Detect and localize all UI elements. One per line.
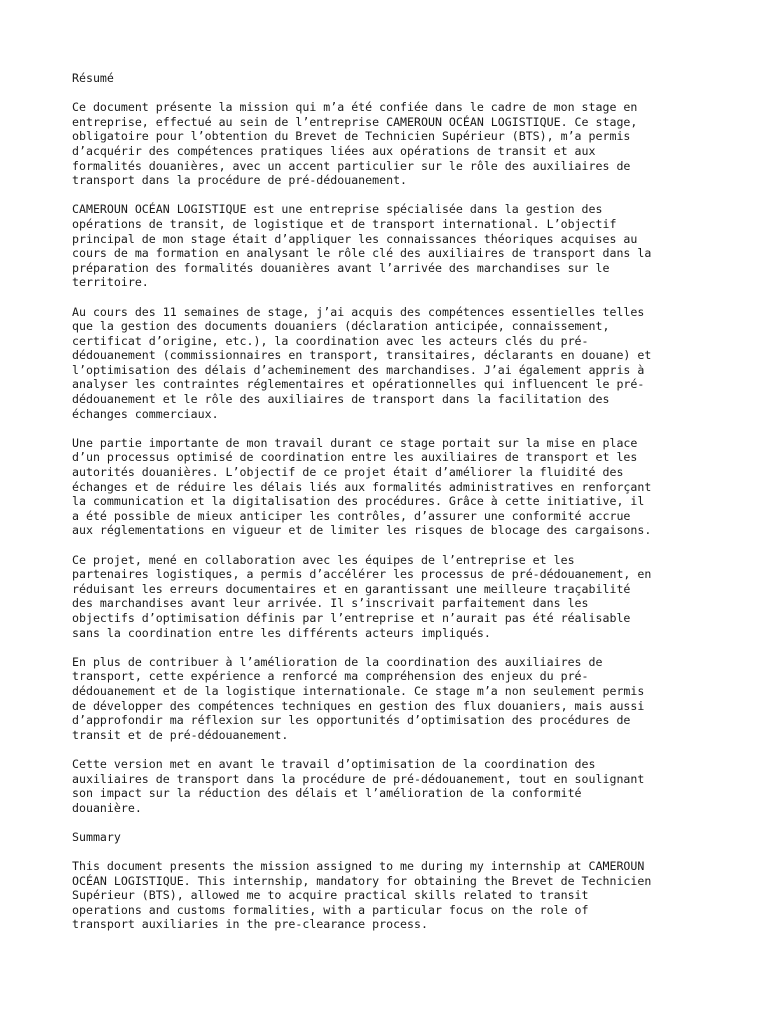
resume-paragraph-2: CAMEROUN OCÉAN LOGISTIQUE est une entreprise spécialisée dans la gestion des opérations de transit, de logistique et de transport international. L’objectif principal de mon stage était d’appliquer les connaissances théoriques acquises au cours de ma formation en analysant le rôle clé des auxiliaires de transport dans la préparation des formalités douanières avant l’arrivée des marchandises sur le territoire. <box>72 202 652 290</box>
summary-heading: Summary <box>72 829 121 844</box>
resume-heading: Résumé <box>72 71 114 85</box>
summary-paragraph-1: This document presents the mission assigned to me during my internship at CAMEROUN OCÉAN LOGISTIQUE. This internship, mandatory for obtaining the Brevet de Technicien Supérieur (BTS), allowed me to acquire practical skills related to transit operations and customs formalities, with a particular focus on the role of transport auxiliaries in the pre-clearance process. <box>72 859 652 932</box>
resume-paragraph-3: Au cours des 11 semaines de stage, j’ai acquis des compétences essentielles telles que la gestion des documents douaniers (déclaration anticipée, connaissement, certificat d’origine, etc.), la coordination avec les acteurs clés du pré- dédouanement (commissionnaires en transport, transitaires, déclarants en douane) et l’optimisation des délais d’acheminement des marchandises. J’ai également appris à analyser les contraintes réglementaires et opérationnelles qui influencent le pré- dédouanement et le rôle des auxiliaires de transport dans la facilitation des échanges commerciaux. <box>72 304 652 421</box>
resume-paragraph-6: En plus de contribuer à l’amélioration de la coordination des auxiliaires de transport, cette expérience a renforcé ma compréhension des enjeux du pré- dédouanement et de la logistique internationale. Ce stage m’a non seulement permis de développer des compétences techniques en gestion des flux douaniers, mais aussi d’approfondir ma réflexion sur les opportunités d’optimisation des procédures de transit et de pré-dédouanement. <box>72 654 645 742</box>
resume-paragraph-5: Ce projet, mené en collaboration avec les équipes de l’entreprise et les partenaires logistiques, a permis d’accélérer les processus de pré-dédouanement, en réduisant les erreurs documentaires et en garantissant une meilleure traçabilité des marchandises avant leur arrivée. Il s’inscrivait parfaitement dans les objectifs d’optimisation définis par l’entreprise et n’aurait pas été réalisable sans la coordination entre les différents acteurs impliqués. <box>72 552 652 640</box>
resume-paragraph-4: Une partie importante de mon travail durant ce stage portait sur la mise en place d’un processus optimisé de coordination entre les auxiliaires de transport et les autorités douanières. L’objectif de ce projet était d’améliorer la fluidité des échanges et de réduire les délais liés aux formalités administratives en renforçant la communication et la digitalisation des procédures. Grâce à cette initiative, il a été possible de mieux anticiper les contrôles, d’assurer une conformité accrue aux réglementations en vigueur et de limiter les risques de blocage des cargaisons. <box>72 435 652 538</box>
document-page <box>72 71 712 947</box>
resume-paragraph-7: Cette version met en avant le travail d’optimisation de la coordination des auxiliaires de transport dans la procédure de pré-dédouanement, tout en soulignant son impact sur la réduction des délais et l’amélioration de la conformité douanière. <box>72 756 645 815</box>
resume-paragraph-1: Ce document présente la mission qui m’a été confiée dans le cadre de mon stage en entreprise, effectué au sein de l’entreprise CAMEROUN OCÉAN LOGISTIQUE. Ce stage, obligatoire pour l’obtention du Brevet de Technicien Supérieur (BTS), m’a permis d’acquérir des compétences pratiques liées aux opérations de transit et aux formalités douanières, avec un accent particulier sur le rôle des auxiliaires de transport dans la procédure de pré-dédouanement. <box>72 100 638 188</box>
